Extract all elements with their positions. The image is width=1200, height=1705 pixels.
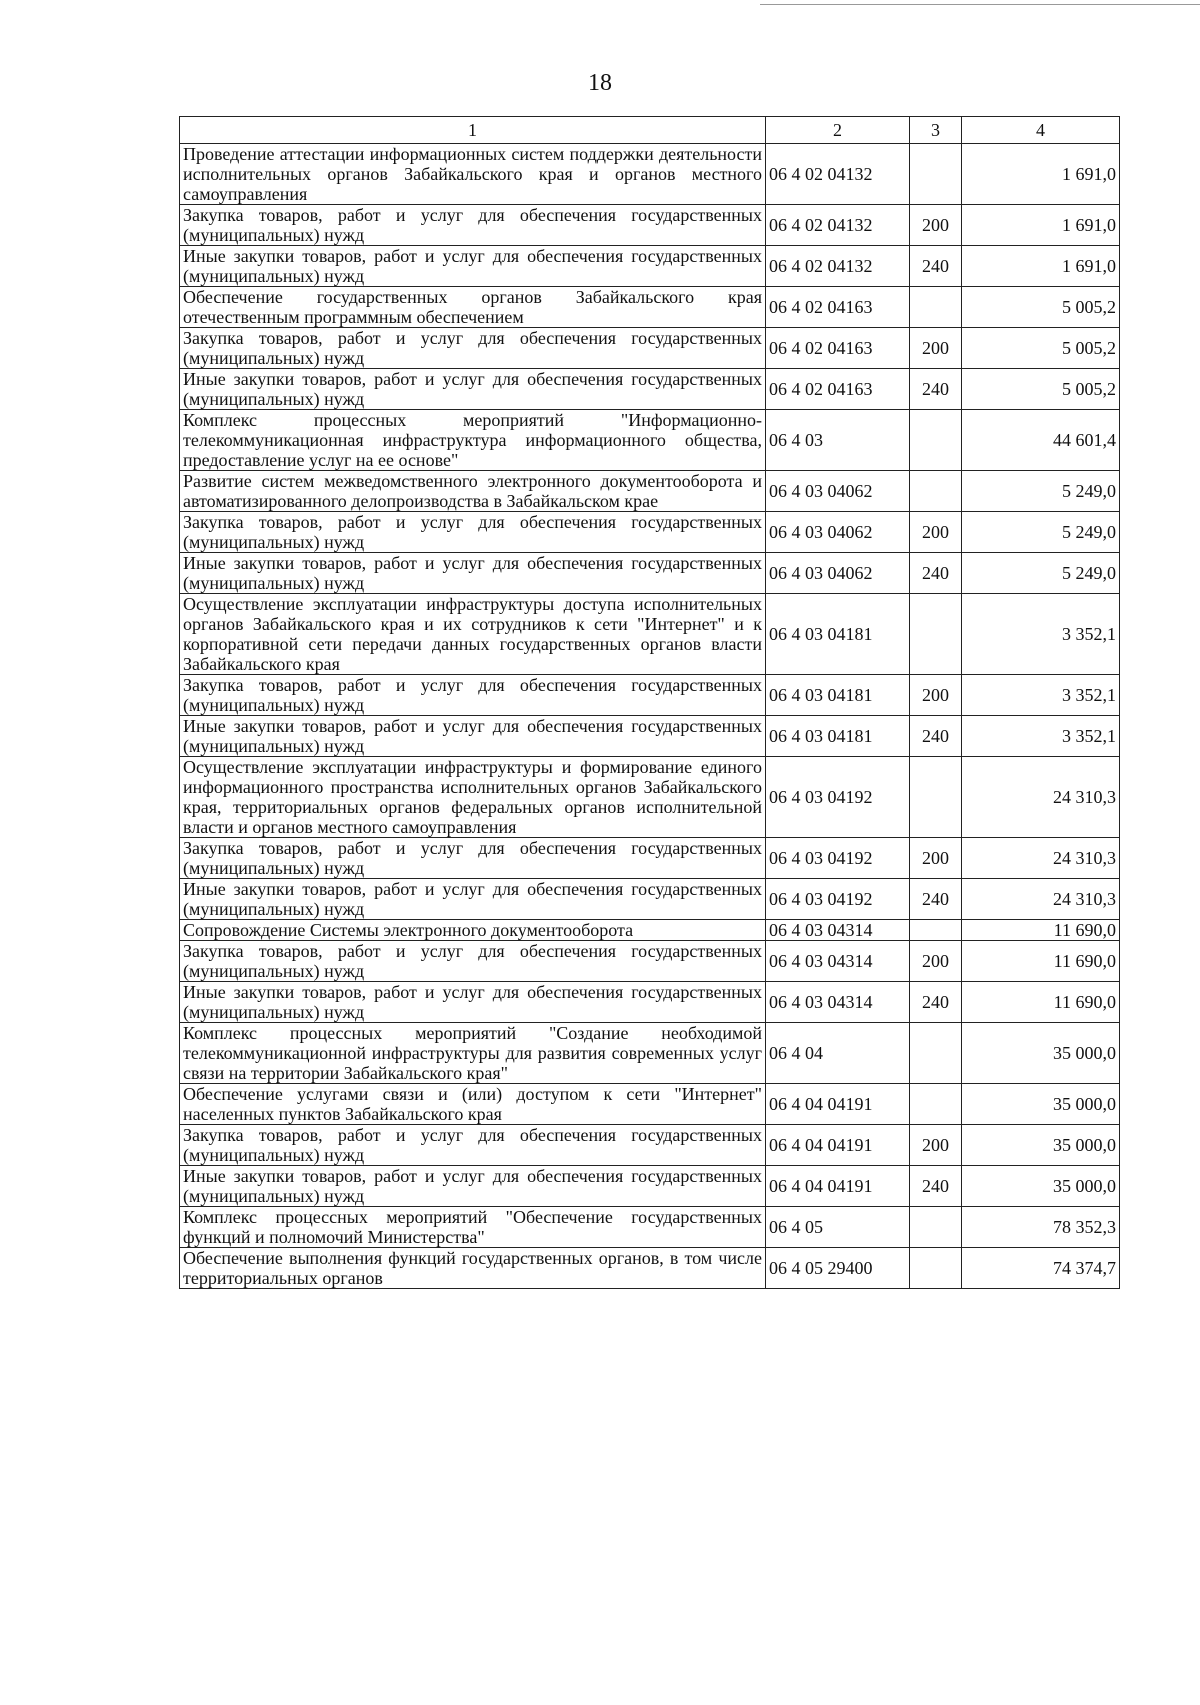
row-expense-type-cell bbox=[910, 1023, 962, 1084]
row-expense-type-cell: 240 bbox=[910, 879, 962, 920]
budget-table-body bbox=[180, 117, 1120, 1289]
table-row bbox=[180, 471, 1120, 512]
row-name-cell: Закупка товаров, работ и услуг для обеспечения государственных (муниципальных) нужд bbox=[180, 941, 766, 982]
row-code-cell: 06 4 03 04062 bbox=[766, 512, 910, 553]
row-name-cell: Иные закупки товаров, работ и услуг для обеспечения государственных (муниципальных) нужд bbox=[180, 369, 766, 410]
table-row bbox=[180, 941, 1120, 982]
table-row bbox=[180, 716, 1120, 757]
row-code-cell: 06 4 02 04132 bbox=[766, 246, 910, 287]
column-header-amount: 4 bbox=[962, 117, 1120, 144]
row-name-cell: Комплекс процессных мероприятий "Информационно-телекоммуникационная инфраструктура информационного общества, предоставление услуг на ее основе" bbox=[180, 410, 766, 471]
table-row bbox=[180, 1207, 1120, 1248]
row-expense-type-cell: 200 bbox=[910, 1125, 962, 1166]
row-name-cell: Иные закупки товаров, работ и услуг для обеспечения государственных (муниципальных) нужд bbox=[180, 716, 766, 757]
table-row bbox=[180, 205, 1120, 246]
row-name-cell: Закупка товаров, работ и услуг для обеспечения государственных (муниципальных) нужд bbox=[180, 1125, 766, 1166]
row-name-cell: Осуществление эксплуатации инфраструктуры и формирование единого информационного пространства исполнительных органов Забайкальского края, территориальных органов федеральных органов исполнительной власти и органов местного самоуправления bbox=[180, 757, 766, 838]
row-expense-type-cell: 240 bbox=[910, 1166, 962, 1207]
table-row bbox=[180, 144, 1120, 205]
table-row bbox=[180, 410, 1120, 471]
row-name-cell: Развитие систем межведомственного электронного документооборота и автоматизированного делопроизводства в Забайкальском крае bbox=[180, 471, 766, 512]
row-amount-cell: 11 690,0 bbox=[962, 941, 1120, 982]
row-code-cell: 06 4 03 04181 bbox=[766, 716, 910, 757]
row-name-cell: Обеспечение государственных органов Забайкальского края отечественным программным обеспечением bbox=[180, 287, 766, 328]
table-row bbox=[180, 1084, 1120, 1125]
row-code-cell: 06 4 03 04181 bbox=[766, 675, 910, 716]
row-code-cell: 06 4 02 04163 bbox=[766, 328, 910, 369]
row-expense-type-cell: 240 bbox=[910, 553, 962, 594]
row-expense-type-cell: 200 bbox=[910, 838, 962, 879]
table-row bbox=[180, 879, 1120, 920]
table-row bbox=[180, 287, 1120, 328]
table-row bbox=[180, 246, 1120, 287]
table-row bbox=[180, 757, 1120, 838]
row-expense-type-cell bbox=[910, 287, 962, 328]
row-code-cell: 06 4 02 04132 bbox=[766, 205, 910, 246]
row-expense-type-cell: 240 bbox=[910, 369, 962, 410]
table-row bbox=[180, 1248, 1120, 1289]
row-code-cell: 06 4 04 04191 bbox=[766, 1125, 910, 1166]
row-amount-cell: 74 374,7 bbox=[962, 1248, 1120, 1289]
row-name-cell: Закупка товаров, работ и услуг для обеспечения государственных (муниципальных) нужд bbox=[180, 838, 766, 879]
row-amount-cell: 3 352,1 bbox=[962, 594, 1120, 675]
table-row bbox=[180, 328, 1120, 369]
row-name-cell: Иные закупки товаров, работ и услуг для обеспечения государственных (муниципальных) нужд bbox=[180, 879, 766, 920]
row-amount-cell: 24 310,3 bbox=[962, 838, 1120, 879]
table-row bbox=[180, 982, 1120, 1023]
row-name-cell: Закупка товаров, работ и услуг для обеспечения государственных (муниципальных) нужд bbox=[180, 512, 766, 553]
row-code-cell: 06 4 03 04314 bbox=[766, 982, 910, 1023]
row-expense-type-cell bbox=[910, 1248, 962, 1289]
row-expense-type-cell bbox=[910, 1084, 962, 1125]
column-number-row bbox=[180, 117, 1120, 144]
row-code-cell: 06 4 03 04314 bbox=[766, 941, 910, 982]
row-name-cell: Иные закупки товаров, работ и услуг для обеспечения государственных (муниципальных) нужд bbox=[180, 246, 766, 287]
row-expense-type-cell bbox=[910, 920, 962, 941]
row-amount-cell: 5 249,0 bbox=[962, 553, 1120, 594]
row-code-cell: 06 4 03 04192 bbox=[766, 879, 910, 920]
row-name-cell: Сопровождение Системы электронного документооборота bbox=[180, 920, 766, 941]
row-amount-cell: 5 249,0 bbox=[962, 471, 1120, 512]
row-expense-type-cell: 200 bbox=[910, 205, 962, 246]
row-amount-cell: 11 690,0 bbox=[962, 982, 1120, 1023]
row-code-cell: 06 4 05 bbox=[766, 1207, 910, 1248]
row-code-cell: 06 4 04 04191 bbox=[766, 1084, 910, 1125]
row-name-cell: Комплекс процессных мероприятий "Обеспечение государственных функций и полномочий Министерства" bbox=[180, 1207, 766, 1248]
row-expense-type-cell: 240 bbox=[910, 246, 962, 287]
row-expense-type-cell bbox=[910, 757, 962, 838]
row-code-cell: 06 4 02 04132 bbox=[766, 144, 910, 205]
row-name-cell: Комплекс процессных мероприятий "Создание необходимой телекоммуникационной инфраструктуры для развития современных услуг связи на территории Забайкальского края" bbox=[180, 1023, 766, 1084]
column-header-name: 1 bbox=[180, 117, 766, 144]
row-name-cell: Обеспечение услугами связи и (или) доступом к сети "Интернет" населенных пунктов Забайкальского края bbox=[180, 1084, 766, 1125]
scan-edge-line bbox=[760, 4, 1200, 5]
row-amount-cell: 35 000,0 bbox=[962, 1166, 1120, 1207]
row-expense-type-cell bbox=[910, 594, 962, 675]
row-name-cell: Обеспечение выполнения функций государственных органов, в том числе территориальных органов bbox=[180, 1248, 766, 1289]
budget-table bbox=[179, 116, 1120, 1289]
row-amount-cell: 3 352,1 bbox=[962, 716, 1120, 757]
table-row bbox=[180, 553, 1120, 594]
row-amount-cell: 35 000,0 bbox=[962, 1125, 1120, 1166]
page-number: 18 bbox=[588, 70, 612, 96]
row-amount-cell: 35 000,0 bbox=[962, 1023, 1120, 1084]
row-expense-type-cell bbox=[910, 471, 962, 512]
row-code-cell: 06 4 03 04192 bbox=[766, 757, 910, 838]
column-header-code: 2 bbox=[766, 117, 910, 144]
row-expense-type-cell: 240 bbox=[910, 716, 962, 757]
row-expense-type-cell: 240 bbox=[910, 982, 962, 1023]
row-amount-cell: 3 352,1 bbox=[962, 675, 1120, 716]
row-amount-cell: 24 310,3 bbox=[962, 879, 1120, 920]
row-expense-type-cell bbox=[910, 144, 962, 205]
row-code-cell: 06 4 04 bbox=[766, 1023, 910, 1084]
row-expense-type-cell: 200 bbox=[910, 941, 962, 982]
row-amount-cell: 5 005,2 bbox=[962, 369, 1120, 410]
row-amount-cell: 78 352,3 bbox=[962, 1207, 1120, 1248]
table-row bbox=[180, 1023, 1120, 1084]
row-amount-cell: 1 691,0 bbox=[962, 205, 1120, 246]
table-row bbox=[180, 594, 1120, 675]
row-amount-cell: 5 005,2 bbox=[962, 287, 1120, 328]
row-expense-type-cell: 200 bbox=[910, 328, 962, 369]
row-code-cell: 06 4 03 04192 bbox=[766, 838, 910, 879]
row-name-cell: Иные закупки товаров, работ и услуг для обеспечения государственных (муниципальных) нужд bbox=[180, 553, 766, 594]
row-amount-cell: 5 249,0 bbox=[962, 512, 1120, 553]
row-name-cell: Закупка товаров, работ и услуг для обеспечения государственных (муниципальных) нужд bbox=[180, 328, 766, 369]
row-name-cell: Иные закупки товаров, работ и услуг для обеспечения государственных (муниципальных) нужд bbox=[180, 982, 766, 1023]
row-amount-cell: 24 310,3 bbox=[962, 757, 1120, 838]
row-name-cell: Осуществление эксплуатации инфраструктуры доступа исполнительных органов Забайкальского края и их сотрудников к сети "Интернет" и к корпоративной сети передачи данных государственных органов власти Забайкальского края bbox=[180, 594, 766, 675]
row-name-cell: Иные закупки товаров, работ и услуг для обеспечения государственных (муниципальных) нужд bbox=[180, 1166, 766, 1207]
table-row bbox=[180, 838, 1120, 879]
table-row bbox=[180, 920, 1120, 941]
row-code-cell: 06 4 03 04314 bbox=[766, 920, 910, 941]
row-expense-type-cell: 200 bbox=[910, 675, 962, 716]
row-amount-cell: 1 691,0 bbox=[962, 246, 1120, 287]
row-code-cell: 06 4 02 04163 bbox=[766, 287, 910, 328]
row-name-cell: Закупка товаров, работ и услуг для обеспечения государственных (муниципальных) нужд bbox=[180, 205, 766, 246]
row-name-cell: Закупка товаров, работ и услуг для обеспечения государственных (муниципальных) нужд bbox=[180, 675, 766, 716]
row-amount-cell: 44 601,4 bbox=[962, 410, 1120, 471]
column-header-expense-type: 3 bbox=[910, 117, 962, 144]
table-row bbox=[180, 1125, 1120, 1166]
table-row bbox=[180, 512, 1120, 553]
row-name-cell: Проведение аттестации информационных систем поддержки деятельности исполнительных органов Забайкальского края и органов местного самоуправления bbox=[180, 144, 766, 205]
table-row bbox=[180, 1166, 1120, 1207]
row-code-cell: 06 4 03 bbox=[766, 410, 910, 471]
row-amount-cell: 1 691,0 bbox=[962, 144, 1120, 205]
row-amount-cell: 5 005,2 bbox=[962, 328, 1120, 369]
table-row bbox=[180, 369, 1120, 410]
row-expense-type-cell bbox=[910, 1207, 962, 1248]
row-expense-type-cell: 200 bbox=[910, 512, 962, 553]
row-code-cell: 06 4 03 04062 bbox=[766, 553, 910, 594]
row-code-cell: 06 4 05 29400 bbox=[766, 1248, 910, 1289]
row-amount-cell: 35 000,0 bbox=[962, 1084, 1120, 1125]
row-code-cell: 06 4 03 04062 bbox=[766, 471, 910, 512]
row-expense-type-cell bbox=[910, 410, 962, 471]
row-code-cell: 06 4 02 04163 bbox=[766, 369, 910, 410]
row-code-cell: 06 4 03 04181 bbox=[766, 594, 910, 675]
row-amount-cell: 11 690,0 bbox=[962, 920, 1120, 941]
table-row bbox=[180, 675, 1120, 716]
row-code-cell: 06 4 04 04191 bbox=[766, 1166, 910, 1207]
